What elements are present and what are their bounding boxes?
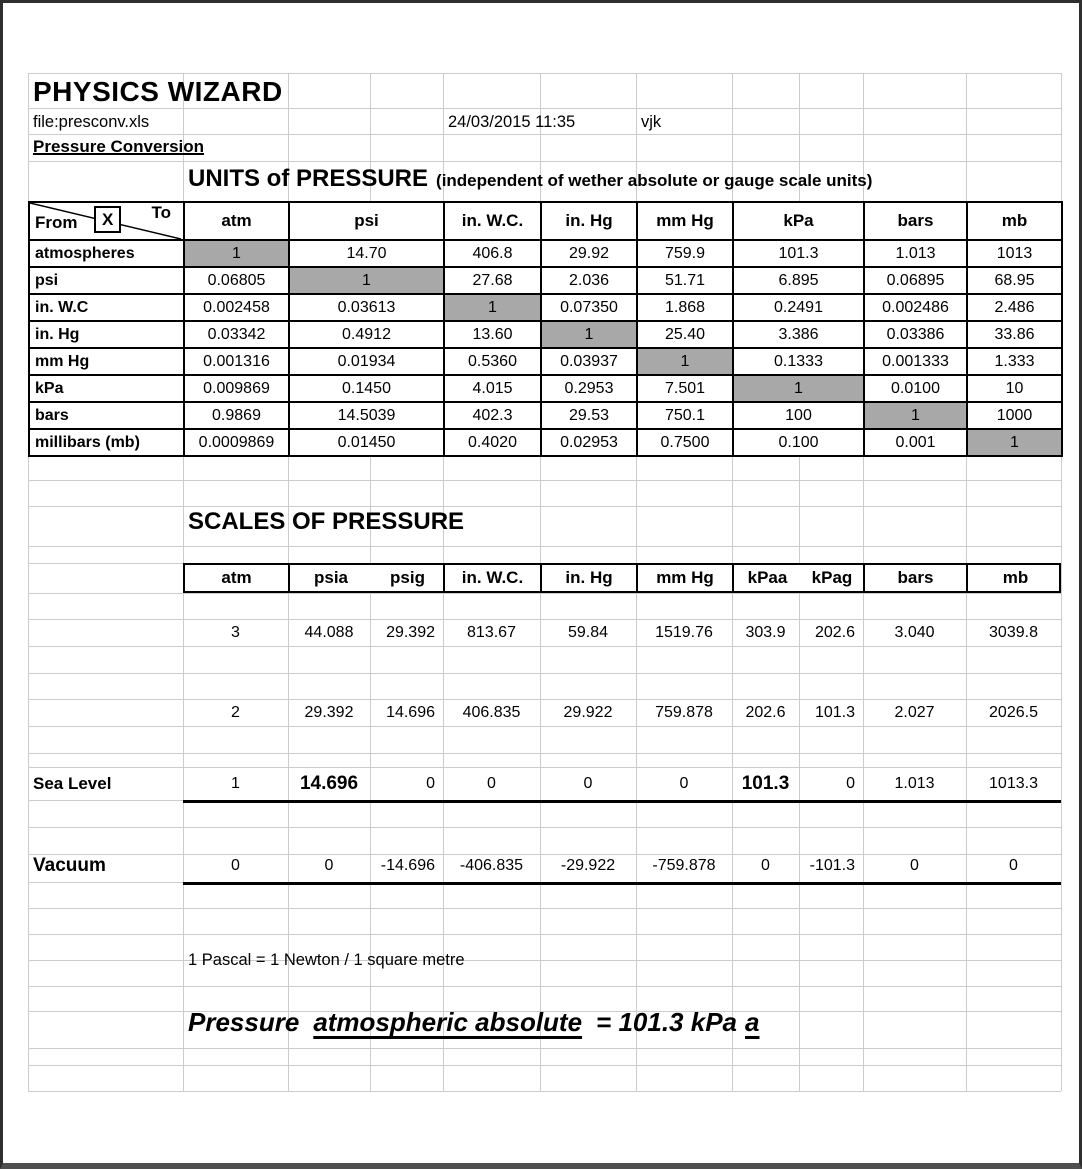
gridline-horizontal bbox=[28, 827, 1061, 828]
scales-cell[interactable]: 44.088 bbox=[304, 624, 354, 641]
units-table-row bbox=[29, 375, 1062, 402]
gridline-horizontal bbox=[28, 1048, 1061, 1049]
units-cell[interactable]: 0.03386 bbox=[864, 321, 967, 348]
units-cell[interactable]: 14.5039 bbox=[289, 402, 444, 429]
scales-table-title[interactable]: SCALES OF PRESSURE bbox=[188, 508, 465, 535]
units-cell[interactable]: 750.1 bbox=[637, 402, 733, 429]
scales-cell[interactable]: 0 bbox=[679, 775, 689, 792]
gridline-horizontal bbox=[28, 134, 1061, 135]
scales-row-label[interactable] bbox=[28, 699, 183, 726]
units-cell[interactable]: 0.001333 bbox=[864, 348, 967, 375]
scales-cell[interactable]: 202.6 bbox=[814, 624, 855, 641]
scales-table-row bbox=[28, 767, 1061, 800]
gridline-horizontal bbox=[28, 1091, 1061, 1092]
gridline-horizontal bbox=[28, 908, 1061, 909]
units-cell-identity[interactable]: 1 bbox=[541, 321, 637, 348]
units-cell[interactable]: 0.009869 bbox=[184, 375, 289, 402]
pascal-note[interactable]: 1 Pascal = 1 Newton / 1 square metre bbox=[188, 951, 465, 969]
scales-column-header[interactable]: mm Hg bbox=[638, 565, 734, 591]
scales-cell[interactable]: -14.696 bbox=[380, 857, 435, 874]
gridline-horizontal bbox=[28, 986, 1061, 987]
scales-cell[interactable]: 14.696 bbox=[386, 704, 435, 721]
scales-cell[interactable]: 1.013 bbox=[894, 775, 935, 792]
units-column-header[interactable]: mb bbox=[967, 202, 1062, 240]
units-cell[interactable]: 7.501 bbox=[637, 375, 733, 402]
pressure-prefix: Pressure bbox=[188, 1007, 300, 1037]
units-cell[interactable]: 0.4020 bbox=[444, 429, 541, 456]
units-cell[interactable]: 1013 bbox=[967, 240, 1062, 267]
units-cell-identity[interactable]: 1 bbox=[444, 294, 541, 321]
units-cell[interactable]: 0.1333 bbox=[733, 348, 864, 375]
scales-cell[interactable]: 759.878 bbox=[655, 704, 713, 721]
scales-cell[interactable]: -406.835 bbox=[459, 857, 524, 874]
datetime[interactable]: 24/03/2015 11:35 bbox=[448, 113, 576, 131]
scales-cell[interactable]: 0 bbox=[846, 775, 855, 792]
units-of-pressure-table bbox=[28, 201, 1063, 457]
units-cell[interactable]: 0.01450 bbox=[289, 429, 444, 456]
corner-to-label: To bbox=[151, 203, 171, 222]
units-cell-identity[interactable]: 1 bbox=[637, 348, 733, 375]
units-cell[interactable]: 0.07350 bbox=[541, 294, 637, 321]
units-table-row bbox=[29, 348, 1062, 375]
units-cell-identity[interactable]: 1 bbox=[967, 429, 1062, 456]
scales-cell[interactable]: 202.6 bbox=[745, 704, 786, 721]
corner-from-to-cell[interactable] bbox=[29, 202, 184, 240]
units-cell[interactable]: 2.486 bbox=[967, 294, 1062, 321]
units-table-row bbox=[29, 294, 1062, 321]
units-cell[interactable]: 0.100 bbox=[733, 429, 864, 456]
units-cell[interactable]: 0.1450 bbox=[289, 375, 444, 402]
pressure-statement[interactable] bbox=[188, 1007, 759, 1038]
units-cell[interactable]: 0.0009869 bbox=[184, 429, 289, 456]
units-cell[interactable]: 29.92 bbox=[541, 240, 637, 267]
scales-column-header[interactable]: mb bbox=[1002, 568, 1029, 587]
scales-cell[interactable]: 0 bbox=[910, 857, 919, 874]
units-cell[interactable]: 0.06895 bbox=[864, 267, 967, 294]
scales-cell[interactable]: 14.696 bbox=[299, 773, 359, 794]
gridline-horizontal bbox=[28, 108, 1061, 109]
scales-cell[interactable]: 813.67 bbox=[467, 624, 516, 641]
sheet-area bbox=[28, 73, 1061, 1091]
scales-cell[interactable]: 1 bbox=[231, 775, 240, 792]
units-row-label[interactable]: psi bbox=[29, 267, 184, 294]
units-cell[interactable]: 0.2953 bbox=[541, 375, 637, 402]
units-table-row bbox=[29, 240, 1062, 267]
units-row-label[interactable]: atmospheres bbox=[29, 240, 184, 267]
author-initials[interactable]: vjk bbox=[641, 113, 662, 131]
scales-cell[interactable]: 1013.3 bbox=[989, 775, 1038, 792]
units-cell[interactable]: 402.3 bbox=[444, 402, 541, 429]
units-column-header[interactable]: mm Hg bbox=[637, 202, 733, 240]
units-cell[interactable]: 33.86 bbox=[967, 321, 1062, 348]
gridline-horizontal bbox=[28, 480, 1061, 481]
units-cell[interactable]: 1.868 bbox=[637, 294, 733, 321]
units-cell[interactable]: 0.0100 bbox=[864, 375, 967, 402]
units-cell[interactable]: 0.002458 bbox=[184, 294, 289, 321]
scales-table-row bbox=[28, 699, 1061, 726]
scales-cell[interactable]: 303.9 bbox=[745, 624, 786, 641]
units-column-header[interactable]: in. W.C. bbox=[444, 202, 541, 240]
scales-row-label[interactable] bbox=[28, 619, 183, 646]
scales-cell[interactable]: 0 bbox=[426, 775, 435, 792]
units-column-header[interactable]: kPa bbox=[733, 202, 864, 240]
gridline-horizontal bbox=[28, 753, 1061, 754]
units-cell[interactable]: 101.3 bbox=[733, 240, 864, 267]
scales-cell[interactable]: 1519.76 bbox=[655, 624, 713, 641]
gridline-horizontal bbox=[28, 73, 1061, 74]
gridline-horizontal bbox=[28, 506, 1061, 507]
gridline-horizontal bbox=[28, 934, 1061, 935]
units-cell-identity[interactable]: 1 bbox=[864, 402, 967, 429]
units-row-label[interactable]: in. Hg bbox=[29, 321, 184, 348]
units-cell[interactable]: 0.001 bbox=[864, 429, 967, 456]
scales-table-row bbox=[28, 619, 1061, 646]
scales-column-header[interactable]: psig bbox=[372, 565, 445, 591]
scales-cell[interactable]: 101.3 bbox=[741, 773, 790, 794]
units-header-row bbox=[29, 202, 1062, 240]
gridline-horizontal bbox=[28, 646, 1061, 647]
units-table-title: UNITS of PRESSURE bbox=[188, 165, 429, 192]
gridline-horizontal bbox=[28, 726, 1061, 727]
units-table-row bbox=[29, 402, 1062, 429]
units-row-label[interactable]: bars bbox=[29, 402, 184, 429]
units-column-header[interactable]: in. Hg bbox=[541, 202, 637, 240]
vacuum-underline bbox=[183, 882, 1061, 885]
scales-cell[interactable]: 2 bbox=[231, 704, 240, 721]
units-cell[interactable]: 2.036 bbox=[541, 267, 637, 294]
scales-cell[interactable]: 0 bbox=[231, 857, 240, 874]
units-cell[interactable]: 4.015 bbox=[444, 375, 541, 402]
scales-cell[interactable]: -101.3 bbox=[809, 857, 855, 874]
units-cell[interactable]: 406.8 bbox=[444, 240, 541, 267]
gridline-horizontal bbox=[28, 960, 1061, 961]
scales-cell[interactable]: 2.027 bbox=[894, 704, 935, 721]
units-row-label[interactable]: kPa bbox=[29, 375, 184, 402]
scales-column-header[interactable]: in. Hg bbox=[542, 565, 638, 591]
units-cell[interactable]: 0.2491 bbox=[733, 294, 864, 321]
scales-cell[interactable]: 0 bbox=[324, 857, 334, 874]
scales-cell[interactable]: 59.84 bbox=[567, 624, 609, 641]
units-table-note: (independent of wether absolute or gauge scale units) bbox=[436, 171, 873, 190]
scales-cell[interactable]: 3039.8 bbox=[989, 624, 1038, 641]
units-row-label[interactable]: millibars (mb) bbox=[29, 429, 184, 456]
units-cell[interactable]: 0.01934 bbox=[289, 348, 444, 375]
pressure-equals: = 101.3 kPa bbox=[596, 1007, 738, 1037]
units-cell[interactable]: 0.5360 bbox=[444, 348, 541, 375]
units-cell-identity[interactable]: 1 bbox=[733, 375, 864, 402]
scales-column-header[interactable]: psia bbox=[313, 568, 349, 587]
sea-level-underline bbox=[183, 800, 1061, 803]
scales-cell[interactable]: 0 bbox=[1009, 857, 1018, 874]
scales-cell[interactable]: 0 bbox=[583, 775, 593, 792]
gridline-horizontal bbox=[28, 546, 1061, 547]
units-row-label[interactable]: mm Hg bbox=[29, 348, 184, 375]
scales-cell[interactable]: 3.040 bbox=[894, 624, 935, 641]
units-cell[interactable]: 51.71 bbox=[637, 267, 733, 294]
sheet-subtitle[interactable]: Pressure Conversion bbox=[33, 137, 205, 156]
units-cell[interactable]: 1.013 bbox=[864, 240, 967, 267]
units-cell[interactable]: 0.7500 bbox=[637, 429, 733, 456]
gridline-horizontal bbox=[28, 1065, 1061, 1066]
units-cell[interactable]: 1.333 bbox=[967, 348, 1062, 375]
scales-row-label[interactable]: Sea Level bbox=[33, 774, 112, 793]
units-title-row bbox=[188, 165, 872, 193]
units-cell[interactable]: 0.03613 bbox=[289, 294, 444, 321]
file-name[interactable]: file:presconv.xls bbox=[33, 113, 150, 131]
scales-cell[interactable]: 29.392 bbox=[386, 624, 435, 641]
units-column-header[interactable]: atm bbox=[184, 202, 289, 240]
units-row-label[interactable]: in. W.C bbox=[29, 294, 184, 321]
scales-cell[interactable]: 2026.5 bbox=[989, 704, 1038, 721]
units-cell[interactable]: 10 bbox=[967, 375, 1062, 402]
units-cell[interactable]: 0.9869 bbox=[184, 402, 289, 429]
units-cell[interactable]: 0.02953 bbox=[541, 429, 637, 456]
units-cell[interactable]: 0.001316 bbox=[184, 348, 289, 375]
scales-cell[interactable]: 0 bbox=[487, 775, 496, 792]
scales-cell[interactable]: 29.922 bbox=[563, 704, 613, 721]
units-column-header[interactable]: bars bbox=[864, 202, 967, 240]
scales-cell[interactable]: -759.878 bbox=[652, 857, 716, 874]
units-table-row bbox=[29, 321, 1062, 348]
units-cell[interactable]: 3.386 bbox=[733, 321, 864, 348]
gridline-horizontal bbox=[28, 593, 1061, 594]
scales-cell[interactable]: 0 bbox=[761, 857, 770, 874]
gridline-horizontal bbox=[28, 673, 1061, 674]
units-cell[interactable]: 27.68 bbox=[444, 267, 541, 294]
units-cell[interactable]: 0.4912 bbox=[289, 321, 444, 348]
corner-from-label: From bbox=[35, 213, 78, 232]
pressure-underlined-phrase: atmospheric absolute bbox=[313, 1007, 583, 1037]
units-cell[interactable]: 0.03937 bbox=[541, 348, 637, 375]
scales-column-header[interactable]: kPag bbox=[801, 565, 865, 591]
units-cell[interactable]: 29.53 bbox=[541, 402, 637, 429]
scales-cell[interactable]: 101.3 bbox=[814, 704, 855, 721]
scales-cell[interactable]: 29.392 bbox=[304, 704, 354, 721]
scales-cell[interactable]: 3 bbox=[231, 624, 240, 641]
units-cell[interactable]: 6.895 bbox=[733, 267, 864, 294]
units-cell[interactable]: 1000 bbox=[967, 402, 1062, 429]
scales-table-row bbox=[28, 849, 1061, 882]
units-cell[interactable]: 0.06805 bbox=[184, 267, 289, 294]
gridline-horizontal bbox=[28, 161, 1061, 162]
scales-cell[interactable]: 406.835 bbox=[462, 704, 521, 721]
scales-column-header[interactable]: in. W.C. bbox=[445, 565, 542, 591]
units-column-header[interactable]: psi bbox=[289, 202, 444, 240]
pressure-suffix-a: a bbox=[745, 1007, 760, 1037]
units-cell[interactable]: 0.002486 bbox=[864, 294, 967, 321]
units-cell[interactable]: 25.40 bbox=[637, 321, 733, 348]
units-table-row bbox=[29, 429, 1062, 456]
scales-header-row bbox=[183, 563, 1061, 593]
scales-cell[interactable]: -29.922 bbox=[560, 857, 616, 874]
units-cell[interactable]: 68.95 bbox=[967, 267, 1062, 294]
units-cell-identity[interactable]: 1 bbox=[289, 267, 444, 294]
scales-column-header[interactable]: bars bbox=[865, 565, 968, 591]
corner-x-box[interactable]: X bbox=[94, 206, 121, 233]
units-cell-identity[interactable]: 1 bbox=[184, 240, 289, 267]
units-cell[interactable]: 0.03342 bbox=[184, 321, 289, 348]
units-cell[interactable]: 13.60 bbox=[444, 321, 541, 348]
units-cell[interactable]: 14.70 bbox=[289, 240, 444, 267]
page-title[interactable]: PHYSICS WIZARD bbox=[33, 76, 283, 107]
scales-column-header[interactable]: kPaa bbox=[747, 568, 788, 587]
scales-row-label[interactable]: Vacuum bbox=[33, 855, 106, 876]
units-table-row bbox=[29, 267, 1062, 294]
units-cell[interactable]: 100 bbox=[733, 402, 864, 429]
units-cell[interactable]: 759.9 bbox=[637, 240, 733, 267]
scales-column-header[interactable]: atm bbox=[185, 565, 290, 591]
